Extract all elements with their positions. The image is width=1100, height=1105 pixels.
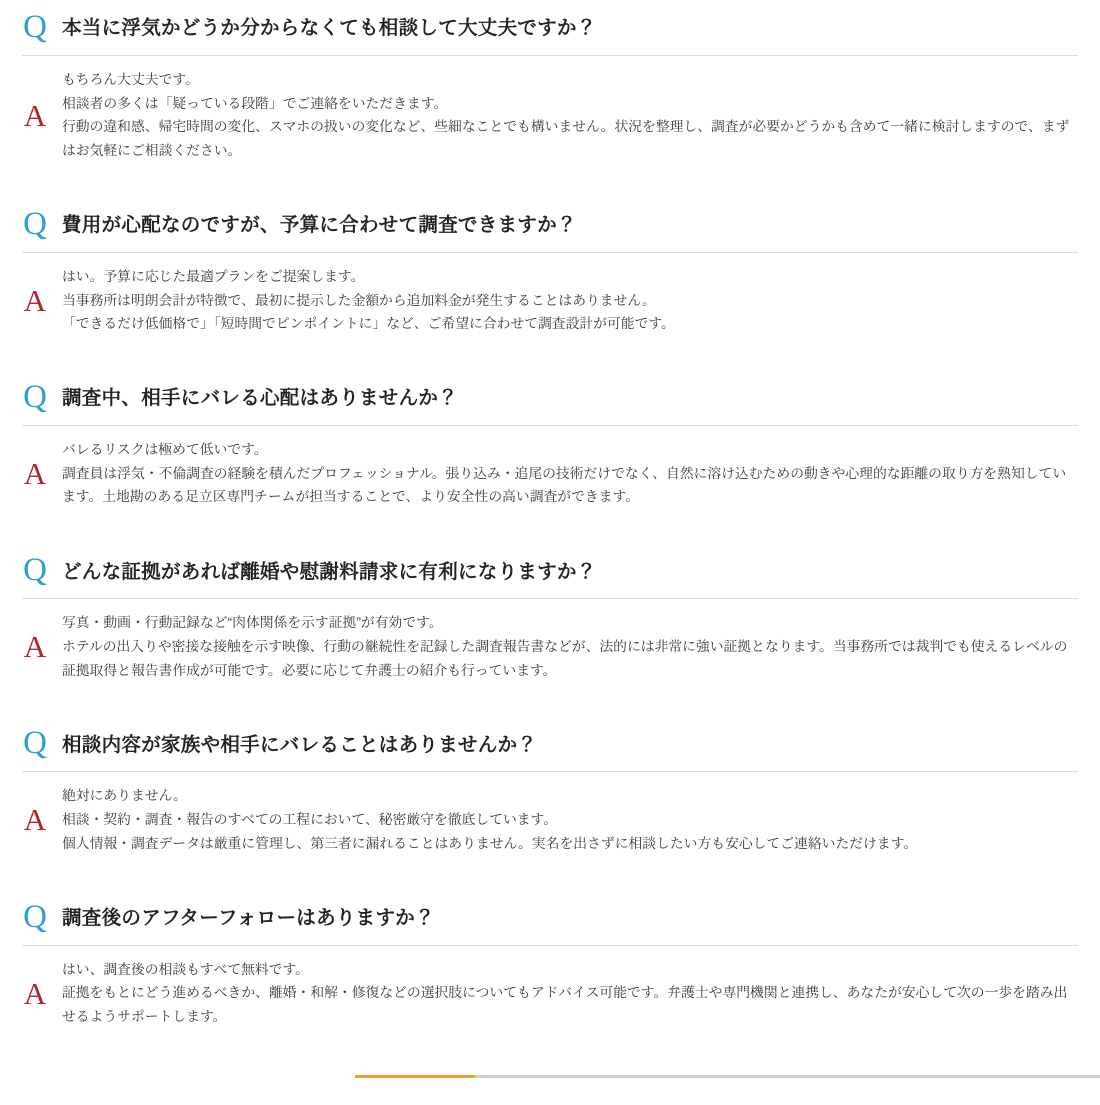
faq-answer-line: 「できるだけ低価格で」「短時間でピンポイントに」など、ご希望に合わせて調査設計が可能です。 (62, 316, 675, 332)
faq-answer-line: 個人情報・調査データは厳重に管理し、第三者に漏れることはありません。実名を出さずに相談したい方も安心してご連絡いただけます。 (62, 835, 918, 851)
answer-mark-icon: A (23, 975, 47, 1011)
faq-answer-row (22, 599, 1078, 682)
question-mark-icon: Q (23, 379, 47, 416)
faq-item (0, 9, 1100, 163)
faq-item (0, 379, 1100, 509)
faq-answer-row (22, 253, 1078, 336)
faq-answer-line: 写真・動画・行動記録など“肉体関係を示す証拠”が有効です。 (62, 615, 443, 631)
faq-answer-line: 証拠をもとにどう進めるべきか、離婚・和解・修復などの選択肢についてもアドバイス可能です。弁護士や専門機関と連携し、あなたが安心して次の一歩を踏み出せるようサポートします。 (62, 985, 1068, 1024)
faq-question-row[interactable] (22, 205, 1078, 253)
faq-item (0, 898, 1100, 1029)
faq-question-row[interactable] (22, 379, 1078, 426)
faq-question-text: どんな証拠があれば離婚や慰謝料請求に有利になりますか？ (62, 560, 597, 583)
faq-answer-line: 当事務所は明朗会計が特徴で、最初に提示した金額から追加料金が発生することはありません。 (62, 292, 656, 308)
faq-answer-body (62, 438, 1078, 509)
question-mark-icon: Q (23, 898, 47, 935)
faq-item (0, 725, 1100, 855)
faq-answer-body (62, 611, 1078, 682)
faq-answer-row (22, 426, 1078, 509)
faq-answer-row (22, 772, 1078, 855)
faq-answer-body (62, 68, 1078, 163)
faq-question-row[interactable] (22, 725, 1078, 772)
faq-answer-body (62, 265, 1078, 336)
bottom-divider (0, 1075, 1100, 1079)
faq-question-text: 相談内容が家族や相手にバレることはありませんか？ (62, 733, 538, 756)
faq-answer-line: もちろん大丈夫です。 (62, 72, 199, 87)
faq-answer-line: 相談・契約・調査・報告のすべての工程において、秘密厳守を徹底しています。 (62, 812, 558, 828)
faq-answer-line: 行動の違和感、帰宅時間の変化、スマホの扱いの変化など、些細なことでも構いません。状況を整理し、調査が必要かどうかも含めて一緒に検討しますので、まずはお気軽にご相談ください。 (62, 119, 1070, 159)
answer-mark-icon: A (23, 456, 47, 492)
faq-question-text: 調査中、相手にバレる心配はありませんか？ (62, 387, 459, 410)
question-mark-icon: Q (23, 552, 47, 589)
faq-answer-line: 絶対にありません。 (62, 788, 187, 804)
faq-answer-row (22, 946, 1078, 1029)
faq-answer-line: 調査員は浮気・不倫調査の経験を積んだプロフェッショナル。張り込み・追尾の技術だけでなく、自然に溶け込むための動きや心理的な距離の取り方を熟知しています。土地勘のある足立区専門チームが担当することで、より安全性の高い調査ができます。 (62, 465, 1067, 505)
faq-answer-row (22, 56, 1078, 163)
faq-question-text: 費用が心配なのですが、予算に合わせて調査できますか？ (62, 214, 577, 237)
question-mark-icon: Q (23, 725, 47, 762)
faq-question-row[interactable] (22, 552, 1078, 599)
faq-question-text: 本当に浮気かどうか分からなくても相談して大丈夫ですか？ (62, 17, 597, 40)
faq-answer-line: はい、調査後の相談もすべて無料です。 (62, 961, 309, 977)
faq-question-row[interactable] (22, 898, 1078, 946)
faq-question-text: 調査後のアフターフォローはありますか？ (62, 906, 435, 929)
question-mark-icon: Q (23, 9, 47, 45)
faq-answer-line: ホテルの出入りや密接な接触を示す映像、行動の継続性を記録した調査報告書などが、法的には非常に強い証拠となります。当事務所では裁判でも使えるレベルの証拠取得と報告書作成が可能です。必要に応じて弁護士の紹介も行っています。 (62, 638, 1068, 678)
faq-item (0, 205, 1100, 336)
answer-mark-icon: A (23, 97, 47, 133)
answer-mark-icon: A (23, 282, 47, 318)
faq-answer-body (62, 958, 1078, 1029)
divider-accent-segment (355, 1075, 475, 1078)
faq-answer-line: はい。予算に応じた最適プランをご提案します。 (62, 268, 365, 284)
answer-mark-icon: A (23, 802, 47, 838)
faq-answer-line: バレるリスクは極めて低いです。 (62, 442, 268, 458)
faq-answer-line: 相談者の多くは「疑っている段階」でご連絡をいただきます。 (62, 95, 448, 111)
divider-gray-segment (475, 1075, 1100, 1078)
faq-question-row[interactable] (22, 9, 1078, 56)
question-mark-icon: Q (23, 205, 47, 242)
answer-mark-icon: A (23, 629, 47, 665)
faq-answer-body (62, 784, 1078, 855)
faq-item (0, 552, 1100, 682)
